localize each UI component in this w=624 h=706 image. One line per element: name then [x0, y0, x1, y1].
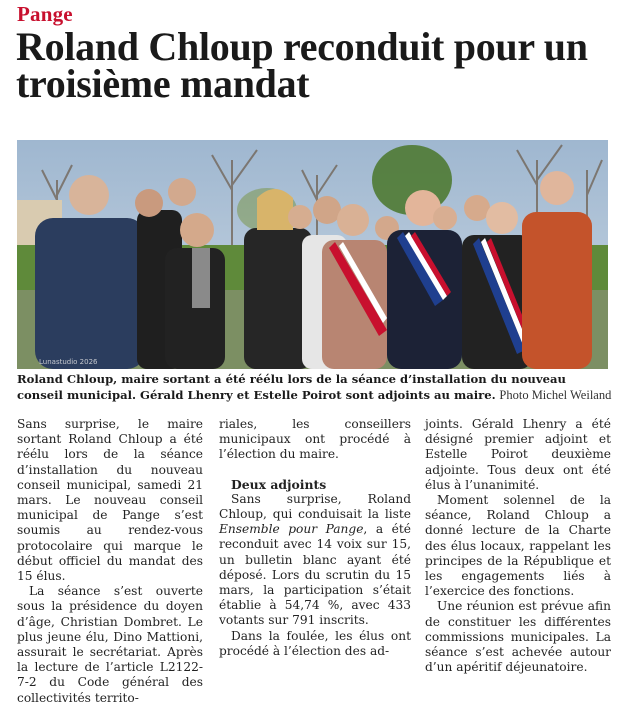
- photo-caption: [17, 372, 613, 403]
- paragraph-part: , a été reconduit avec 14 voix sur 15, un bulletin blanc ayant été déposé. Lors du scrutin du 15 mars, la participation s’était établie à 54,74 %, avec 433 votants sur 791 inscrits.: [219, 522, 411, 628]
- article-column-3: [425, 417, 611, 675]
- paragraph: Une réunion est prévue afin de constituer les différentes commissions municipales. La séance s’est achevée autour d’un apéritif déjeunatoire.: [425, 599, 611, 675]
- paragraph-part: Sans surprise, Roland Chloup, qui conduisait la liste: [219, 491, 411, 522]
- article-column-2: [219, 417, 411, 659]
- article-column-1: [17, 417, 203, 706]
- group-photo: [17, 140, 608, 369]
- caption-text: Roland Chloup, maire sortant a été réélu lors de la séance d’installation du nouveau conseil municipal. Gérald Lhenry et Estelle Poirot sont adjoints au maire.: [17, 372, 566, 402]
- paragraph: Sans surprise, le maire sortant Roland Chloup a été réélu lors de la séance d’installation du nouveau conseil municipal, samedi 21 mars. Le nouveau conseil municipal de Pange s’est soumis au rendez-vous protocolaire qui marque le début officiel du mandat des 15 élus.: [17, 417, 203, 584]
- section-kicker: Pange: [17, 2, 73, 26]
- paragraph: [219, 492, 411, 629]
- group-photo-illustration: [17, 140, 608, 369]
- photo-credit: Photo Michel Weiland: [499, 387, 612, 402]
- subheading: Deux adjoints: [231, 476, 327, 492]
- photo-watermark: Lunastudio 2026: [39, 358, 98, 366]
- list-name: Ensemble pour Pange: [219, 522, 364, 537]
- paragraph: riales, les conseillers municipaux ont procédé à l’élection du maire.: [219, 417, 411, 462]
- paragraph: La séance s’est ouverte sous la présidence du doyen d’âge, Christian Dombret. Le plus jeune élu, Dino Mattioni, assurait le secrétariat. Après la lecture de l’article L2122-7-2 du Code général des collectivités territo-: [17, 584, 203, 705]
- paragraph: joints. Gérald Lhenry a été désigné premier adjoint et Estelle Poirot deuxième adjointe. Tous deux ont été élus à l’unanimité.: [425, 417, 611, 492]
- paragraph: Moment solennel de la séance, Roland Chloup a donné lecture de la Charte des élus locaux, rappelant les principes de la République et les engagements liés à l’exercice des fonctions.: [425, 493, 611, 599]
- article-headline: Roland Chloup reconduit pour un troisième mandat: [16, 24, 588, 106]
- paragraph: Dans la foulée, les élus ont procédé à l’élection des ad-: [219, 628, 411, 658]
